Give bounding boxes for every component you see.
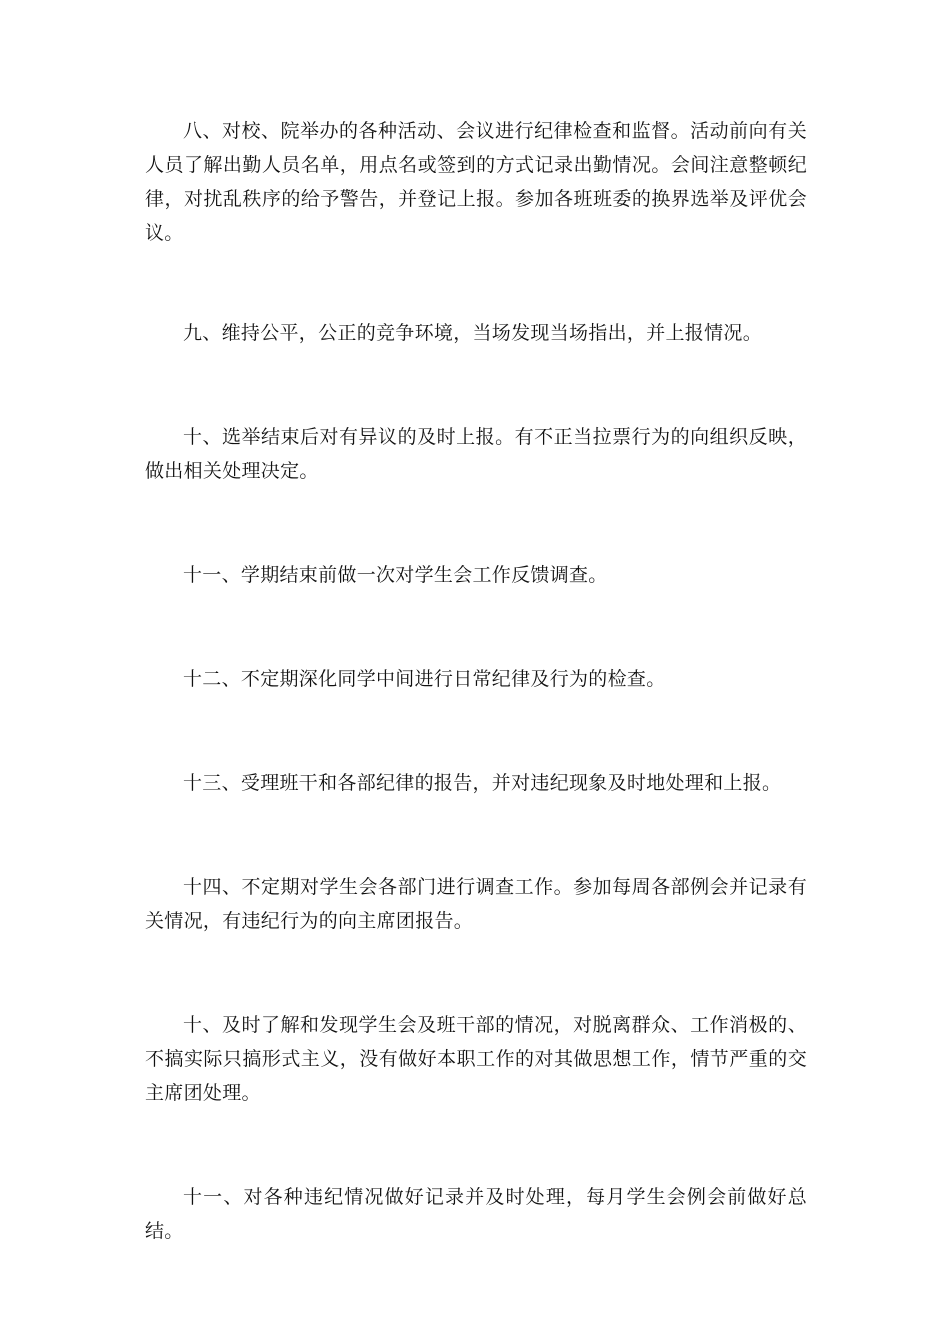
paragraph-14: 十四、不定期对学生会各部门进行调查工作。参加每周各部例会并记录有关情况，有违纪行为的向主席团报告。 bbox=[145, 876, 807, 932]
paragraph-8: 八、对校、院举办的各种活动、会议进行纪律检查和监督。活动前向有关人员了解出勤人员名单，用点名或签到的方式记录出勤情况。会间注意整顿纪律，对扰乱秩序的给予警告，并登记上报。参加各班班委的换界选举及评优会议。 bbox=[145, 120, 807, 244]
paragraph-11-second: 十一、对各种违纪情况做好记录并及时处理，每月学生会例会前做好总结。 bbox=[145, 1186, 807, 1242]
document-body bbox=[145, 114, 807, 1248]
paragraph-11: 十一、学期结束前做一次对学生会工作反馈调查。 bbox=[183, 564, 608, 586]
paragraph-13: 十三、受理班干和各部纪律的报告，并对违纪现象及时地处理和上报。 bbox=[183, 772, 782, 794]
paragraph-9: 九、维持公平，公正的竞争环境，当场发现当场指出，并上报情况。 bbox=[183, 322, 763, 344]
paragraph-12: 十二、不定期深化同学中间进行日常纪律及行为的检查。 bbox=[183, 668, 666, 690]
paragraph-10: 十、选举结束后对有异议的及时上报。有不正当拉票行为的向组织反映，做出相关处理决定。 bbox=[145, 426, 807, 482]
paragraph-10-second: 十、及时了解和发现学生会及班干部的情况，对脱离群众、工作消极的、不搞实际只搞形式主义，没有做好本职工作的对其做思想工作，情节严重的交主席团处理。 bbox=[145, 1014, 807, 1104]
